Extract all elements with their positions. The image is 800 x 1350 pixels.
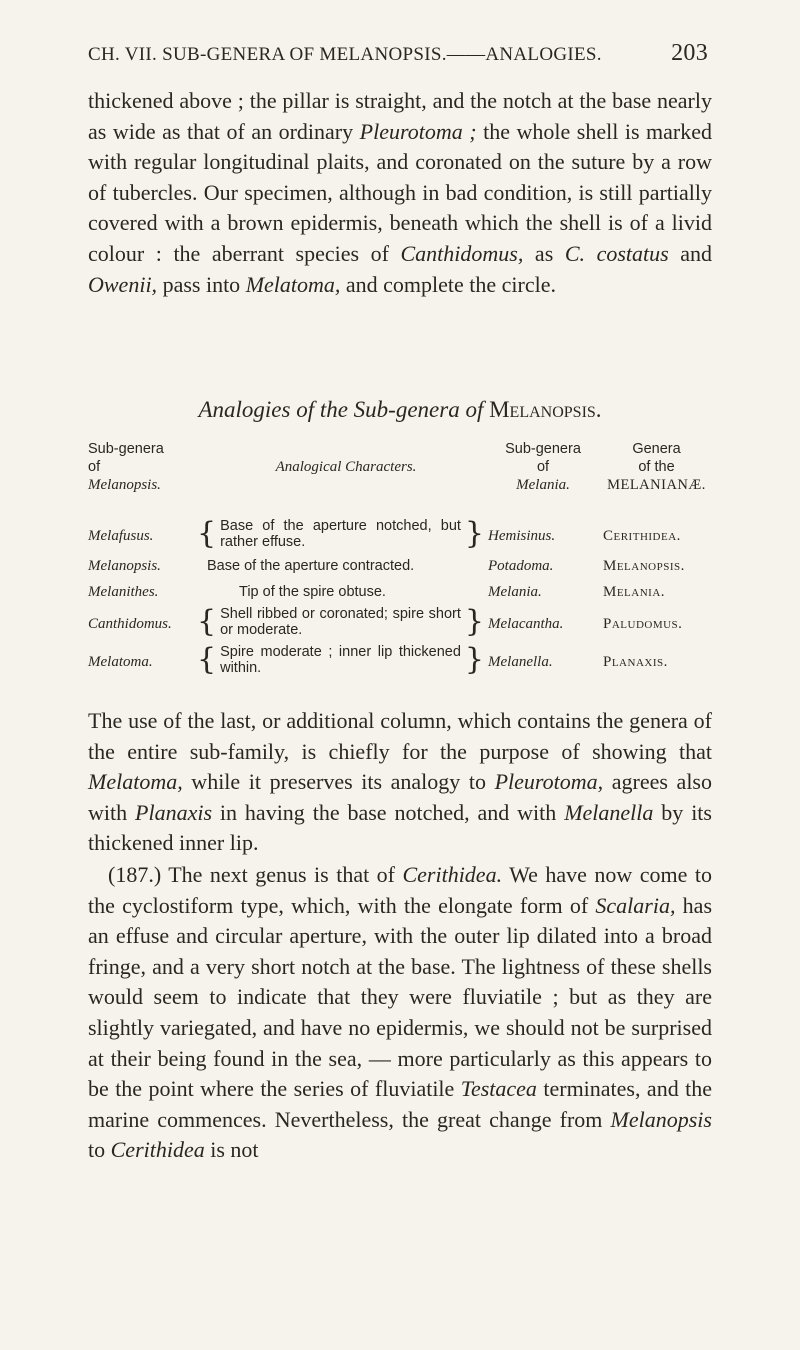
header-line: Sub-genera (88, 441, 164, 457)
table-row (88, 642, 713, 682)
italic-term: C. costatus (564, 240, 669, 266)
italic-term: Cerithidea. (402, 862, 503, 887)
text-span: and (668, 240, 713, 266)
header-line: Genera (632, 441, 681, 457)
table-title (88, 397, 712, 423)
italic-term: Scalaria, (595, 892, 676, 918)
text-span: the whole shell is marked with regular longitudinal plaits, and coronated on the suture by a row of tubercles. Our specimen, although in bad condition, is still partially covered with a brown epidermis, beneath which the shell is of a livid colour : the aberrant species of (88, 118, 712, 266)
cell-character: Tip of the spire obtuse. (239, 584, 386, 600)
brace-icon: { (197, 604, 217, 639)
cell-character (193, 644, 488, 676)
chapter-label: CH. VII. (88, 44, 158, 65)
paragraph-1 (88, 86, 712, 300)
text-span: terminates, and the marine commences. Nevertheless, the great change from (88, 1076, 712, 1132)
header-line: of (536, 459, 550, 475)
header-line: of the (638, 459, 675, 475)
header-line: MELANIANÆ. (607, 477, 706, 493)
brace-icon: { (197, 516, 217, 551)
italic-term: Planaxis (135, 799, 213, 825)
cell-subgenus: Melanopsis. (88, 558, 161, 574)
header-analogical-characters: Analogical Characters. (275, 459, 417, 475)
header-line: of (88, 459, 101, 475)
text-span: and complete the circle. (340, 271, 557, 297)
italic-term: Melatoma, (88, 769, 183, 795)
table-header (88, 440, 713, 518)
italic-term: Pleurotoma, (494, 769, 604, 795)
page-number: 203 (671, 40, 708, 66)
text-span: by its thickened inner lip. (88, 799, 712, 856)
text-span: in having the base notched, and with (212, 799, 565, 825)
cell-genus: Melanopsis. (603, 558, 685, 574)
cell-melania: Melacantha. (488, 616, 564, 632)
analogies-table (88, 440, 713, 682)
table-row (88, 554, 713, 580)
header-title: SUB-GENERA OF MELANOPSIS.——ANALOGIES. (162, 44, 602, 65)
cell-subgenus: Melanithes. (88, 584, 159, 600)
table-row (88, 580, 713, 606)
cell-genus: Paludomus. (603, 616, 683, 632)
running-head (88, 40, 708, 67)
text-span: as (523, 240, 565, 266)
brace-icon: { (197, 642, 217, 677)
cell-melania: Hemisinus. (488, 528, 556, 544)
text-span: We have now come to the cyclostiform type, which, with the elongate form of (88, 862, 712, 918)
paragraph-2 (88, 706, 712, 859)
character-text: Base of the aperture notched, but rather effuse. (220, 518, 461, 550)
text-span: has an effuse and circular aperture, with the outer lip dilated into a broad fringe, and a very short notch at the base. The lightness of these shells would seem to indicate that they were fluviatile ; but as they are slightly variegated, and have no epidermis, we should not be surprised at their being found in the sea, — more particularly as this appears to be the point where the series of fluviatile (88, 892, 713, 1102)
cell-genus: Planaxis. (603, 654, 668, 670)
italic-term: Canthidomus, (400, 240, 524, 266)
italic-term: Cerithidea (110, 1137, 205, 1163)
cell-melania: Potadoma. (488, 558, 554, 574)
text-span: is not (204, 1137, 259, 1163)
character-text: Shell ribbed or coronated; spire short or moderate. (220, 606, 461, 638)
cell-subgenus: Melafusus. (88, 528, 154, 544)
italic-term: Melanopsis (610, 1106, 712, 1132)
text-span: while it preserves its analogy to (182, 769, 495, 795)
cell-subgenus: Melatoma. (88, 654, 153, 670)
italic-term: Owenii, (88, 271, 158, 297)
paragraph-3 (88, 860, 712, 1166)
italic-term: Melatoma, (245, 271, 341, 297)
table-title-italic: Analogies of the Sub-genera of (198, 397, 490, 422)
brace-icon: } (464, 604, 484, 639)
header-subgenera-melania (488, 440, 598, 494)
header-line: Melanopsis. (88, 477, 161, 493)
header-genera-melanianae (600, 440, 713, 494)
cell-subgenus: Canthidomus. (88, 616, 172, 632)
table-row (88, 518, 713, 554)
header-line: Melania. (516, 477, 570, 493)
cell-melania: Melanella. (488, 654, 553, 670)
running-head-title (88, 44, 602, 66)
table-row (88, 606, 713, 642)
brace-icon: } (464, 516, 484, 551)
italic-term: Pleurotoma ; (359, 118, 477, 144)
italic-term: Melanella (564, 799, 654, 825)
cell-melania: Melania. (488, 584, 542, 600)
text-span: The use of the last, or additional column, which contains the genera of the entire sub-family, is chiefly for the purpose of showing that (88, 708, 712, 764)
cell-character (193, 518, 488, 550)
text-span: to (88, 1137, 111, 1163)
cell-character (193, 606, 488, 638)
italic-term: Testacea (460, 1076, 537, 1102)
cell-genus: Cerithidea. (603, 528, 681, 544)
cell-genus: Melania. (603, 584, 666, 600)
brace-icon: } (464, 642, 484, 677)
text-span: agrees also with (88, 769, 712, 825)
header-line: Sub-genera (505, 441, 581, 457)
text-span: pass into (157, 271, 246, 297)
header-subgenera-melanopsis (88, 440, 208, 494)
text-span: (187.) The next genus is that of (108, 862, 403, 887)
character-text: Spire moderate ; inner lip thickened within. (220, 644, 461, 676)
text-span: thickened above ; the pillar is straight, and the notch at the base nearly as wide as that of an ordinary (88, 88, 712, 144)
table-title-smallcaps: Melanopsis. (489, 397, 602, 422)
cell-character: Base of the aperture contracted. (207, 558, 415, 574)
